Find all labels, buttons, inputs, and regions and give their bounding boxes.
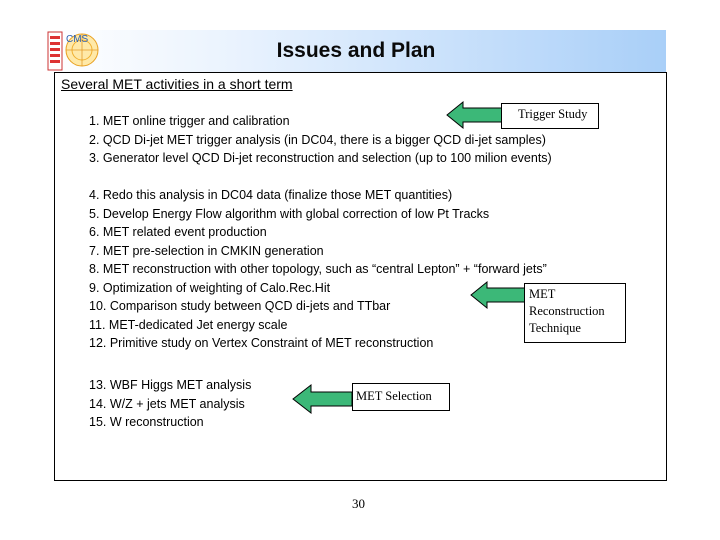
met-selection-label bbox=[352, 383, 450, 411]
list-item: 3. Generator level QCD Di-jet reconstruction and selection (up to 100 milion events) bbox=[89, 151, 552, 165]
list-item: 14. W/Z + jets MET analysis bbox=[89, 397, 245, 411]
label-line: MET bbox=[529, 287, 556, 301]
list-item: 6. MET related event production bbox=[89, 225, 267, 239]
trigger-study-text: Trigger Study bbox=[518, 107, 588, 121]
list-item: 4. Redo this analysis in DC04 data (finalize those MET quantities) bbox=[89, 188, 453, 202]
trigger-study-label bbox=[501, 103, 599, 129]
list-item: 2. QCD Di-jet MET trigger analysis (in DC04, there is a bigger QCD di-jet samples) bbox=[89, 133, 546, 147]
page-number: 30 bbox=[352, 496, 365, 511]
slide-title: Issues and Plan bbox=[276, 39, 436, 62]
met-selection-text: MET Selection bbox=[356, 389, 432, 403]
met-reconstruction-label bbox=[524, 283, 626, 343]
list-item: 10. Comparison study between QCD di-jets and TTbar bbox=[89, 299, 391, 313]
list-item: 9. Optimization of weighting of Calo.Rec.Hit bbox=[89, 281, 331, 295]
list-item: 5. Develop Energy Flow algorithm with global correction of low Pt Tracks bbox=[89, 207, 490, 221]
label-line: Reconstruction bbox=[529, 304, 605, 318]
list-item: 13. WBF Higgs MET analysis bbox=[89, 378, 252, 392]
list-item: 12. Primitive study on Vertex Constraint of MET reconstruction bbox=[89, 336, 434, 350]
label-line: Technique bbox=[529, 321, 581, 335]
list-item: 15. W reconstruction bbox=[89, 415, 204, 429]
slide-header bbox=[46, 30, 666, 72]
list-item: 7. MET pre-selection in CMKIN generation bbox=[89, 244, 324, 258]
logo-label: CMS bbox=[66, 34, 89, 45]
left-arrow-icon bbox=[446, 100, 506, 130]
list-item: 8. MET reconstruction with other topology, such as “central Lepton” + “forward jets” bbox=[89, 262, 547, 276]
section-heading: Several MET activities in a short term bbox=[61, 76, 293, 92]
list-item: 11. MET-dedicated Jet energy scale bbox=[89, 318, 288, 332]
left-arrow-icon bbox=[470, 280, 528, 310]
list-item: 1. MET online trigger and calibration bbox=[89, 114, 290, 128]
left-arrow-icon bbox=[292, 383, 354, 415]
